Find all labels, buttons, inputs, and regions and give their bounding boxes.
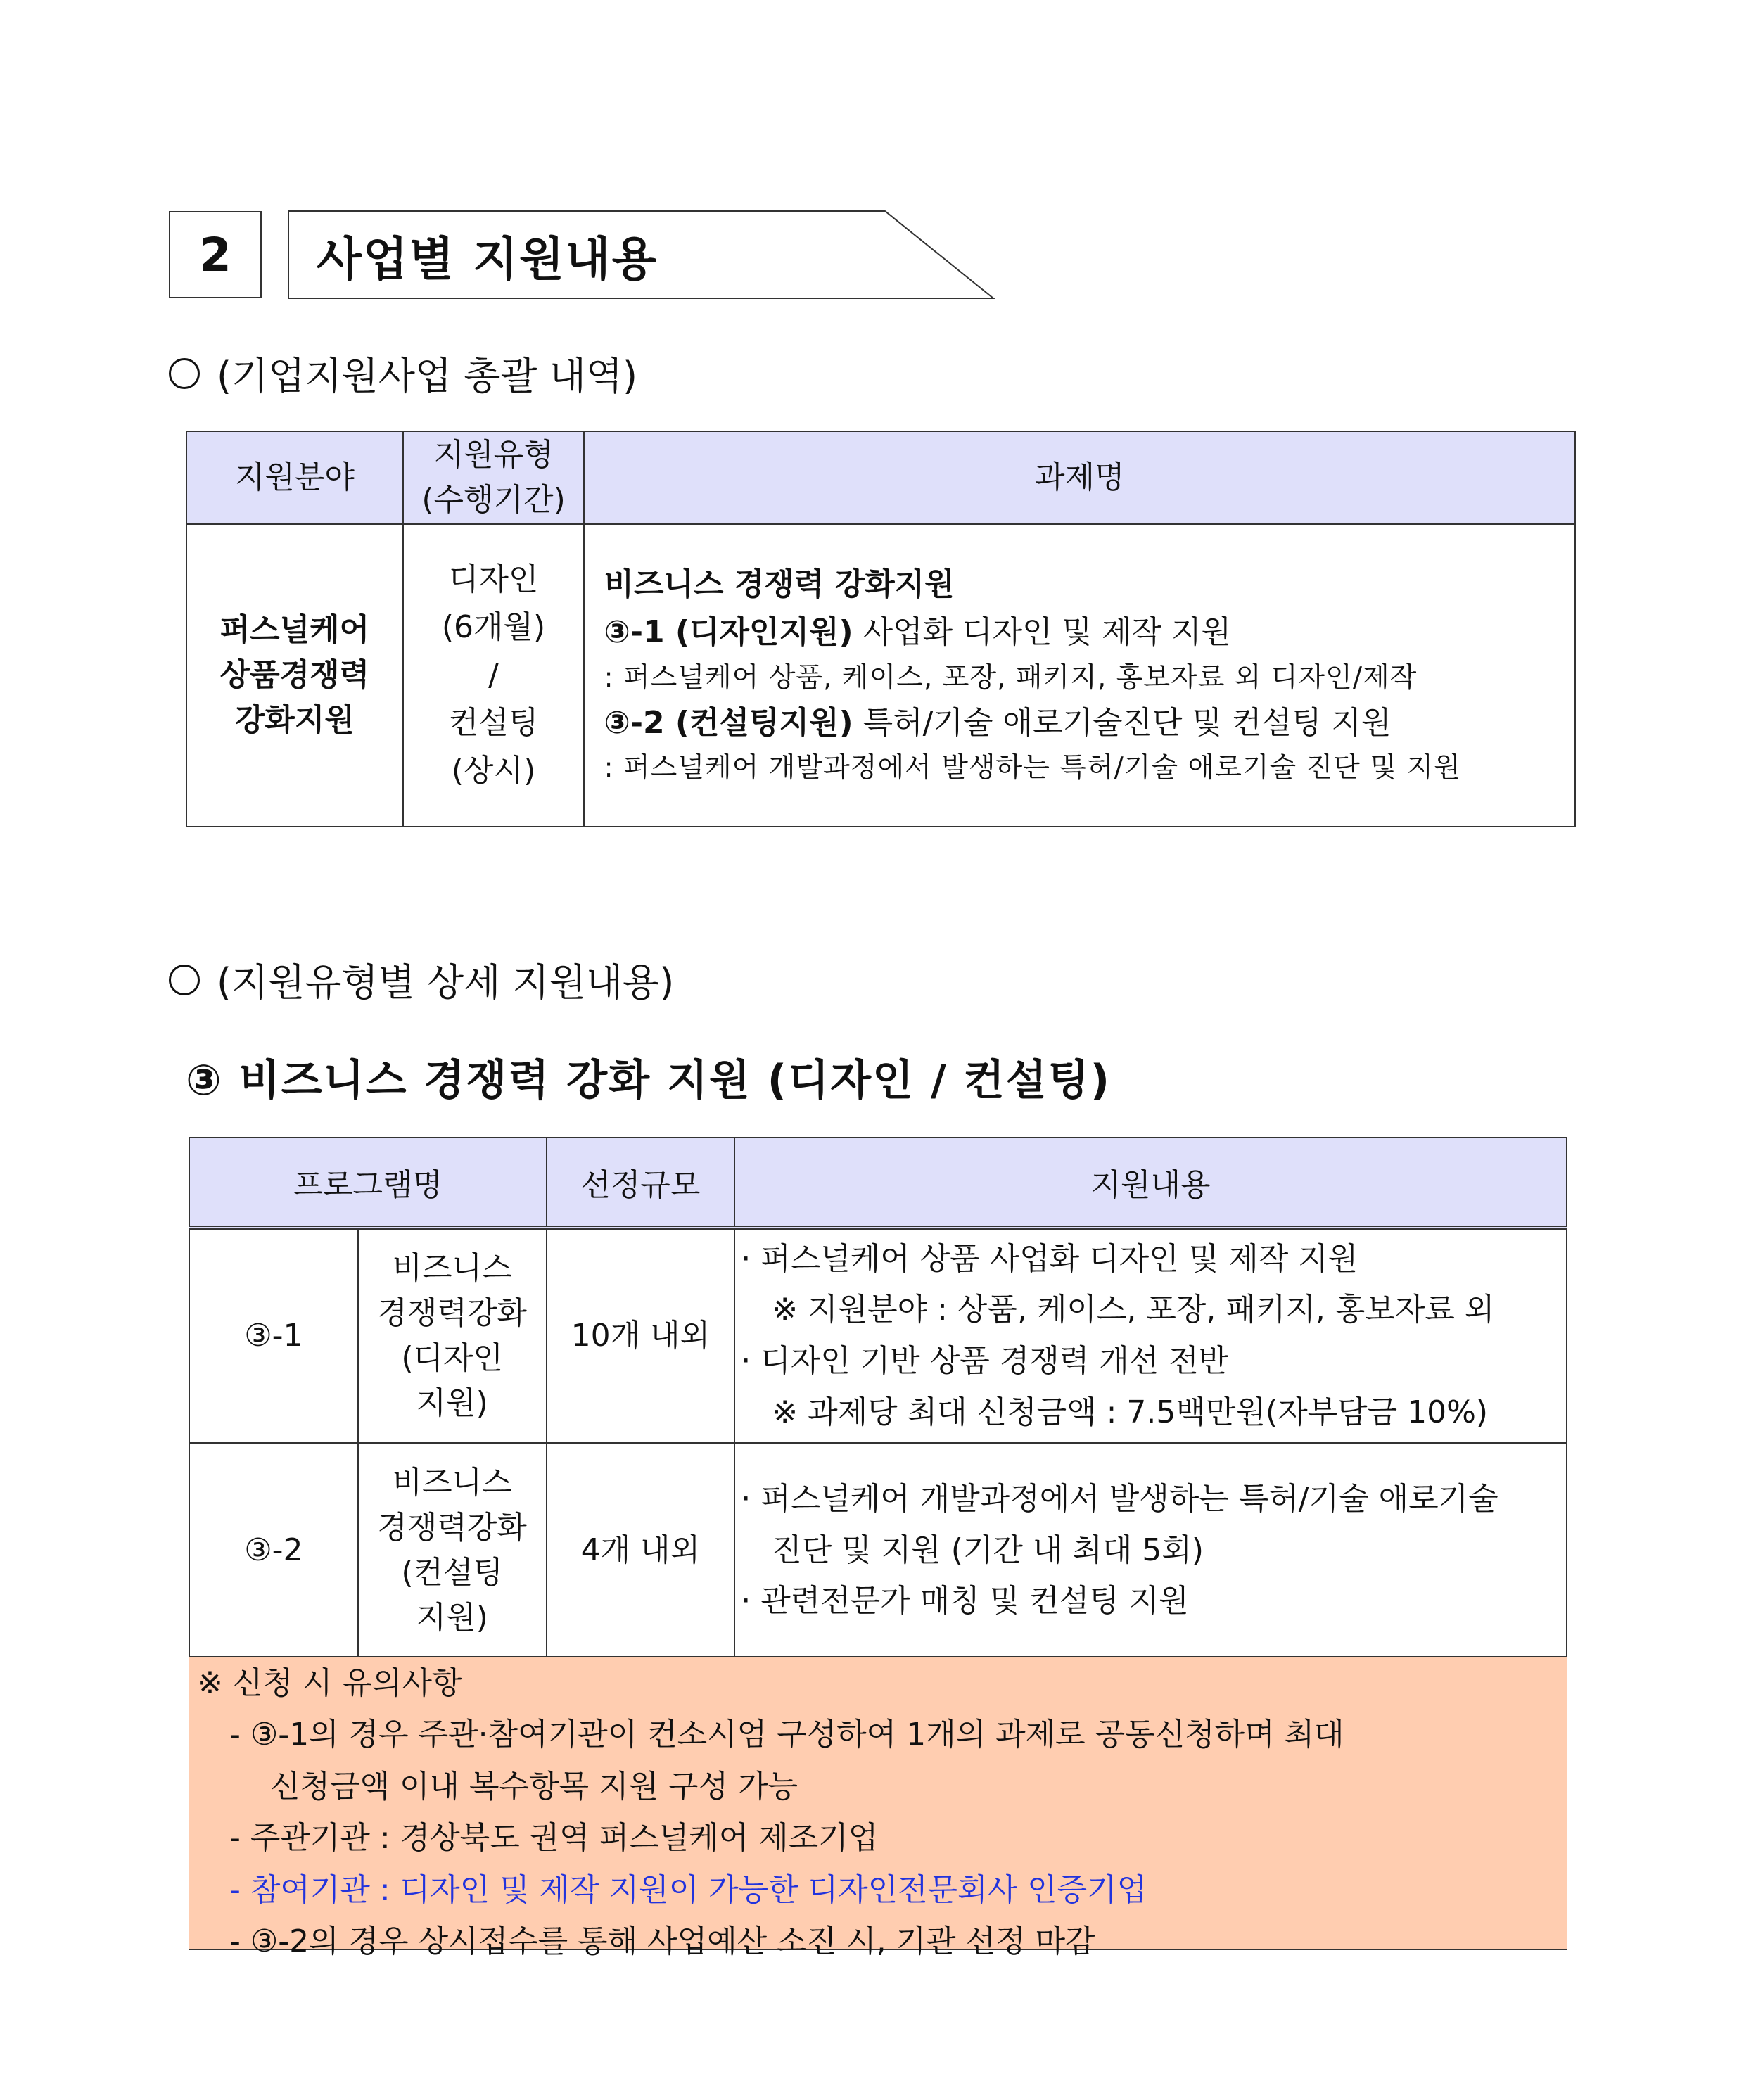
detail-heading xyxy=(169,953,674,1007)
task-cell xyxy=(584,524,1575,827)
detail-heading-text: (지원유형별 상세 지원내용) xyxy=(217,960,675,1005)
note-item-continued: 신청금액 이내 복수항목 지원 구성 가능 xyxy=(270,1768,798,1805)
notes-box xyxy=(189,1656,1567,1960)
row-content: · 퍼스널케어 개발과정에서 발생하는 특허/기술 애로기술 진단 및 지원 (기간 내 최대 5회) · 관련전문가 매칭 및 컨설팅 지원 xyxy=(734,1443,1567,1658)
field-cell: 퍼스널케어 상품경쟁력 강화지원 xyxy=(186,524,403,827)
col-header-task: 과제명 xyxy=(584,431,1575,524)
section-title: 사업별 지원내용 xyxy=(317,231,658,286)
col-header-field: 지원분야 xyxy=(186,431,403,524)
overview-heading xyxy=(169,346,637,400)
row-id: ③-1 xyxy=(189,1228,358,1443)
note-item: - ③-1의 경우 주관·참여기관이 컨소시엄 구성하여 1개의 과제로 공동신청하며 최대 xyxy=(229,1717,1344,1753)
note-item-highlight: - 참여기관 : 디자인 및 제작 지원이 가능한 디자인전문회사 인증기업 xyxy=(229,1871,1147,1908)
detail-table xyxy=(189,1137,1567,1659)
overview-heading-text: (기업지원사업 총괄 내역) xyxy=(217,354,638,398)
row-id: ③-2 xyxy=(189,1443,358,1658)
type-cell: 디자인 (6개월) / 컨설팅 (상시) xyxy=(403,524,585,827)
table-row xyxy=(189,1228,1567,1443)
col-header-type: 지원유형 (수행기간) xyxy=(403,431,585,524)
row-scale: 10개 내외 xyxy=(547,1228,735,1443)
table-row xyxy=(189,1443,1567,1658)
program-subheading: ③ 비즈니스 경쟁력 강화 지원 (디자인 / 컨설팅) xyxy=(186,1056,1112,1105)
col-header-program: 프로그램명 xyxy=(189,1138,547,1228)
row-program-name: 비즈니스 경쟁력강화 (디자인 지원) xyxy=(358,1228,547,1443)
circle-bullet-icon xyxy=(169,965,200,995)
circle-bullet-icon xyxy=(169,358,200,389)
note-item: - 주관기관 : 경상북도 권역 퍼스널케어 제조기업 xyxy=(229,1820,879,1857)
task-2-line: ③-2 (컨설팅지원) 특허/기술 애로기술진단 및 컨설팅 지원 xyxy=(604,705,1392,742)
notes-title: ※ 신청 시 유의사항 xyxy=(197,1665,462,1701)
col-header-scale: 선정규모 xyxy=(547,1138,735,1228)
col-header-content: 지원내용 xyxy=(734,1138,1567,1228)
row-content: · 퍼스널케어 상품 사업화 디자인 및 제작 지원 ※ 지원분야 : 상품, 케이스, 포장, 패키지, 홍보자료 외 · 디자인 기반 상품 경쟁력 개선 전반 ※ 과제당 최대 신청금액 : 7.5백만원(자부담금 10%) xyxy=(734,1228,1567,1443)
task-2-detail: : 퍼스널케어 개발과정에서 발생하는 특허/기술 애로기술 진단 및 지원 xyxy=(604,752,1461,784)
task-1-detail: : 퍼스널케어 상품, 케이스, 포장, 패키지, 홍보자료 외 디자인/제작 xyxy=(604,661,1418,694)
task-title: 비즈니스 경쟁력 강화지원 xyxy=(604,566,955,603)
overview-table xyxy=(186,431,1576,827)
row-program-name: 비즈니스 경쟁력강화 (컨설팅 지원) xyxy=(358,1443,547,1658)
section-number: 2 xyxy=(169,211,262,298)
task-1-line: ③-1 (디자인지원) 사업화 디자인 및 제작 지원 xyxy=(604,614,1232,651)
note-item: - ③-2의 경우 상시접수를 통해 사업예산 소진 시, 기관 선정 마감 xyxy=(229,1923,1095,1960)
row-scale: 4개 내외 xyxy=(547,1443,735,1658)
